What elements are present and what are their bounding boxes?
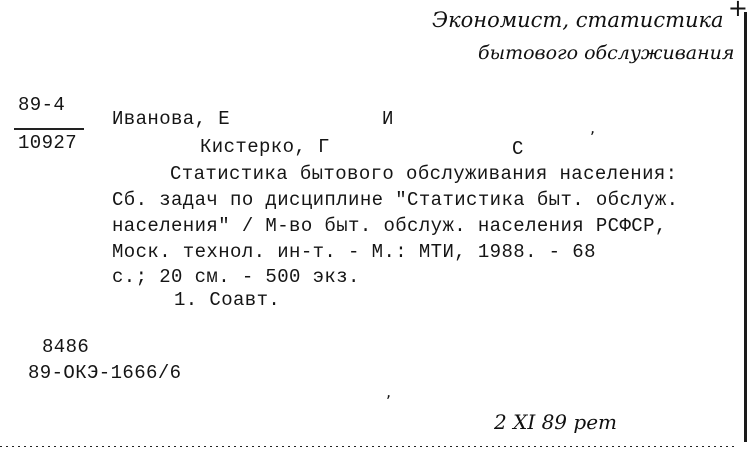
title-line-1: Статистика бытового обслуживания населения:: [170, 163, 678, 185]
author2-name: Кистерко, Г: [200, 136, 330, 158]
shelfmark-divider: [14, 128, 84, 130]
author1-initial: И: [382, 108, 394, 130]
stray-comma-mark: ,: [590, 118, 596, 137]
handwritten-subject-line2: бытового обслуживания: [478, 42, 735, 64]
card-right-edge: [744, 12, 747, 442]
handwritten-bottom-note: 2 ХI 89 рет: [494, 410, 617, 434]
title-line-3: населения" / М-во быт. обслуж. населения РСФСР,: [112, 215, 667, 237]
stray-pen-mark: ,: [386, 382, 392, 401]
title-line-5: с.; 20 см. - 500 экз.: [112, 266, 360, 288]
corner-plus-mark: +: [727, 0, 748, 22]
tracing-line: 1. Соавт.: [174, 289, 281, 311]
card-bottom-edge: [0, 446, 735, 447]
shelfmark-top: 89-4: [18, 94, 66, 116]
inventory-number: 8486: [42, 336, 90, 358]
shelfmark-bottom: 10927: [18, 132, 78, 154]
author1-name: Иванова, Е: [112, 108, 231, 130]
title-line-2: Сб. задач по дисциплине "Статистика быт. обслуж.: [112, 189, 679, 211]
okz-code: 89-ОКЭ-1666/6: [28, 362, 182, 384]
author2-initial: С: [512, 138, 524, 160]
title-line-4: Моск. технол. ин-т. - М.: МТИ, 1988. - 68: [112, 241, 596, 263]
handwritten-subject-line1: Экономист, статистика: [432, 8, 724, 32]
